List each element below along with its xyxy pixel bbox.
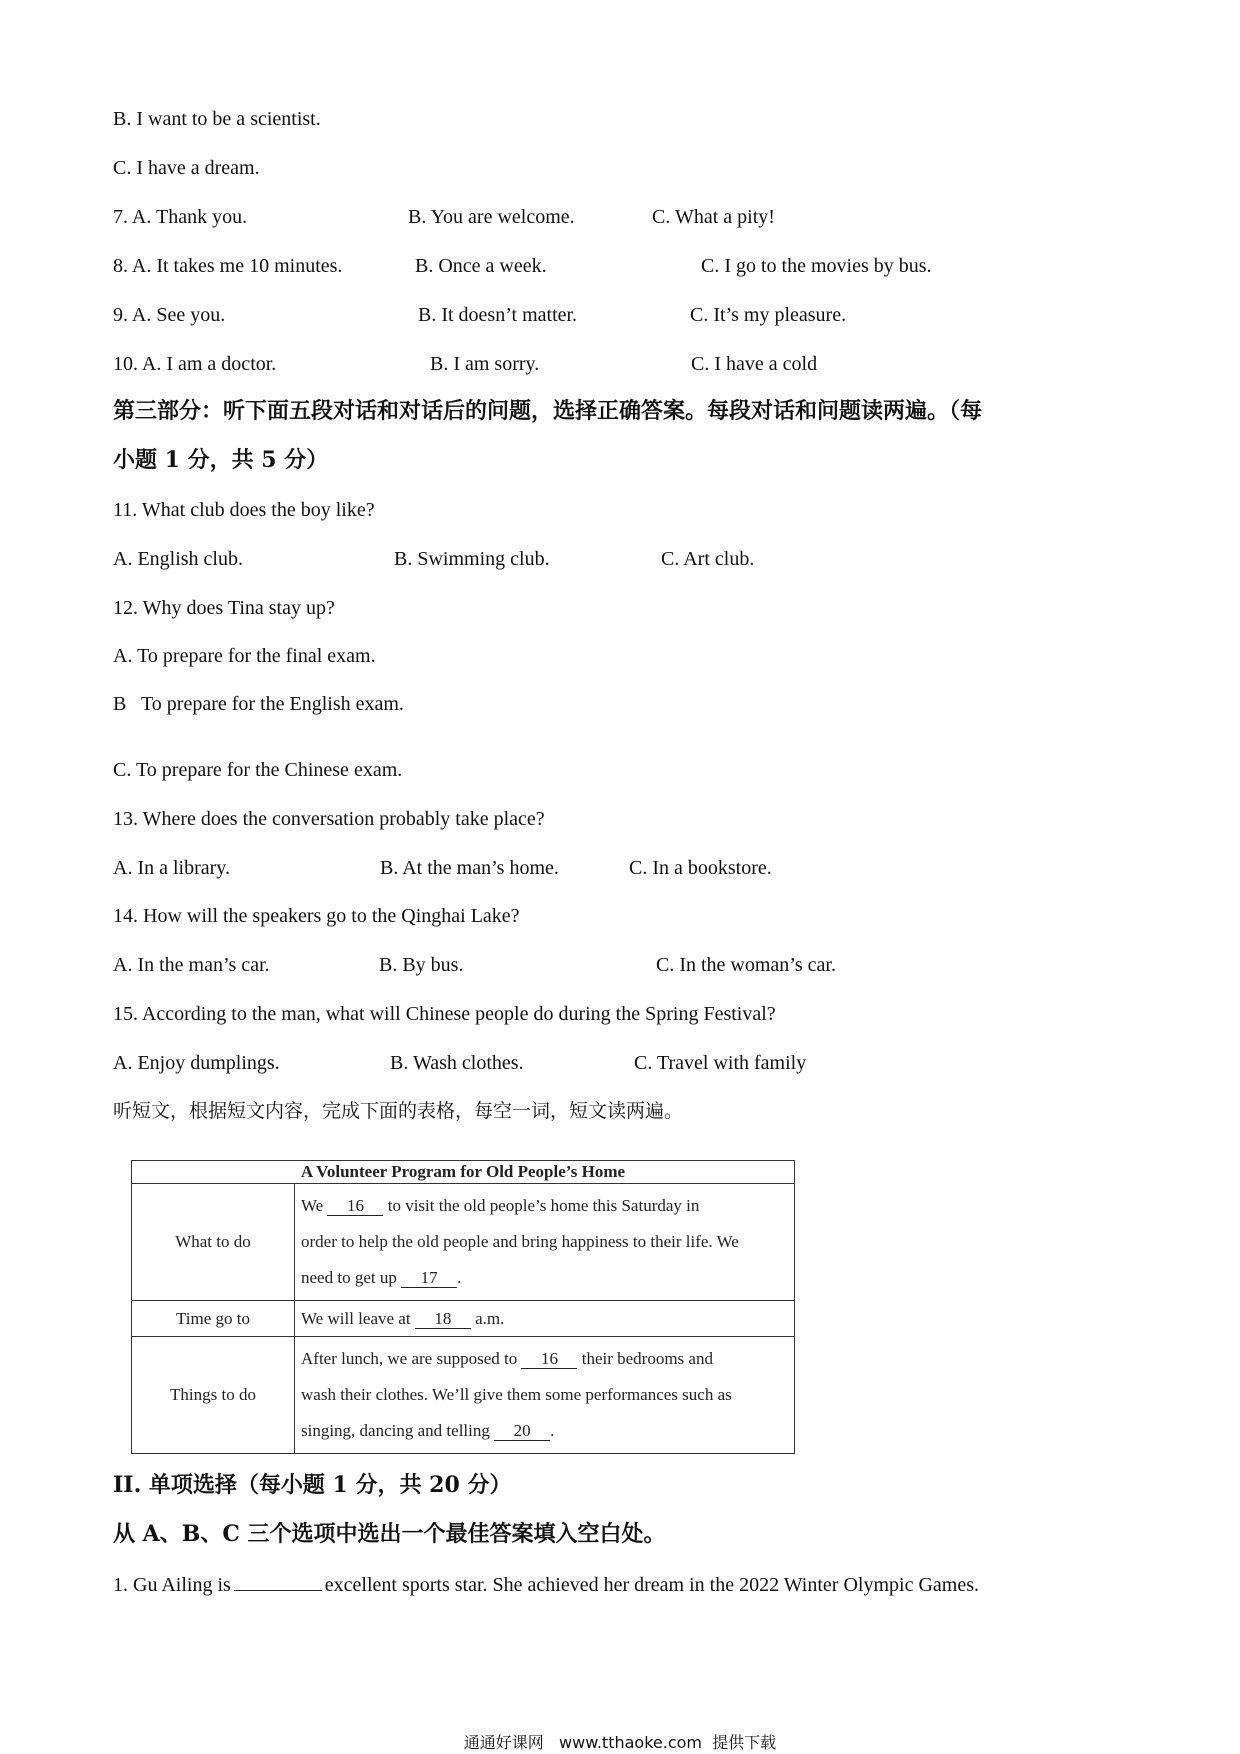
q12-option-a: A. To prepare for the final exam. (113, 645, 376, 667)
page-footer: 通通好课网 www.tthaoke.com 提供下载 (463, 1733, 777, 1752)
q13-option-a: A. In a library. (113, 857, 230, 879)
q11-option-b: B. Swimming club. (394, 548, 550, 570)
row-content-what-to-do (295, 1184, 795, 1301)
q8-option-a: 8. A. It takes me 10 minutes. (113, 255, 343, 277)
blank-18: 18 (415, 1310, 471, 1329)
volunteer-program-table (131, 1160, 795, 1454)
q1-text-before-blank: 1. Gu Ailing is (113, 1574, 231, 1596)
q15-option-b: B. Wash clothes. (390, 1052, 524, 1074)
blank-16b: 16 (521, 1350, 577, 1369)
row3-text-2: their bedrooms and (581, 1349, 713, 1368)
section2-heading: II. 单项选择（每小题 1 分，共 20 分） (113, 1472, 512, 1498)
row3-text-3: wash their clothes. We’ll give them some performances such as (301, 1385, 732, 1404)
q15-question: 15. According to the man, what will Chinese people do during the Spring Festival? (113, 1003, 776, 1025)
q7-option-c: C. What a pity! (652, 206, 775, 228)
row-label-things-to-do: Things to do (132, 1337, 295, 1454)
q10-option-a: 10. A. I am a doctor. (113, 353, 277, 375)
q14-option-c: C. In the woman’s car. (656, 954, 836, 976)
q1-text-after-blank: excellent sports star. She achieved her dream in the 2022 Winter Olympic Games. (324, 1574, 979, 1596)
row2-text-1: We will leave at (301, 1308, 411, 1328)
q11-question: 11. What club does the boy like? (113, 499, 375, 521)
q13-option-b: B. At the man’s home. (380, 857, 559, 879)
q12-option-b: B To prepare for the English exam. (113, 693, 404, 715)
part4-instruction: 听短文，根据短文内容，完成下面的表格，每空一词，短文读两遍。 (113, 1100, 684, 1122)
q14-option-b: B. By bus. (379, 954, 464, 976)
q9-option-a: 9. A. See you. (113, 304, 226, 326)
row1-text-5: . (457, 1268, 462, 1287)
row-label-time: Time go to (132, 1301, 295, 1337)
blank-16: 16 (327, 1197, 383, 1216)
row-content-time (295, 1301, 795, 1337)
part3-heading-line1: 第三部分：听下面五段对话和对话后的问题，选择正确答案。每段对话和问题读两遍。（每 (113, 398, 983, 424)
table-title: A Volunteer Program for Old People’s Home (132, 1161, 795, 1184)
row2-text-2: a.m. (475, 1308, 505, 1328)
q15-option-c: C. Travel with family (634, 1052, 807, 1074)
q12-question: 12. Why does Tina stay up? (113, 597, 335, 619)
part3-heading-line2: 小题 1 分，共 5 分） (113, 447, 329, 473)
row3-text-1: After lunch, we are supposed to (301, 1349, 518, 1368)
q8-option-b: B. Once a week. (415, 255, 547, 277)
row3-text-4: singing, dancing and telling (301, 1421, 490, 1440)
section2-instruction: 从 A、B、C 三个选项中选出一个最佳答案填入空白处。 (113, 1521, 666, 1547)
q13-option-c: C. In a bookstore. (629, 857, 772, 879)
q12-option-c: C. To prepare for the Chinese exam. (113, 759, 403, 781)
q7-option-a: 7. A. Thank you. (113, 206, 248, 228)
option-c-line: C. I have a dream. (113, 157, 260, 179)
q10-option-b: B. I am sorry. (430, 353, 540, 375)
q13-question: 13. Where does the conversation probably take place? (113, 808, 545, 830)
q9-option-b: B. It doesn’t matter. (418, 304, 578, 326)
q7-option-b: B. You are welcome. (408, 206, 575, 228)
row1-text-4: need to get up (301, 1268, 397, 1287)
row1-text-3: order to help the old people and bring happiness to their life. We (301, 1232, 739, 1251)
row3-text-5: . (550, 1421, 555, 1440)
q9-option-c: C. It’s my pleasure. (690, 304, 847, 326)
q11-option-c: C. Art club. (661, 548, 755, 570)
row1-text-2: to visit the old people’s home this Saturday in (387, 1196, 700, 1215)
option-b-line: B. I want to be a scientist. (113, 108, 321, 130)
q8-option-c: C. I go to the movies by bus. (701, 255, 932, 277)
q14-question: 14. How will the speakers go to the Qinghai Lake? (113, 905, 520, 927)
blank-20: 20 (494, 1422, 550, 1441)
q1-answer-blank (234, 1572, 322, 1591)
q11-option-a: A. English club. (113, 548, 243, 570)
q10-option-c: C. I have a cold (691, 353, 818, 375)
row-content-things-to-do (295, 1337, 795, 1454)
q15-option-a: A. Enjoy dumplings. (113, 1052, 280, 1074)
section2-question-1 (113, 1572, 979, 1597)
blank-17: 17 (401, 1269, 457, 1288)
q14-option-a: A. In the man’s car. (113, 954, 270, 976)
row1-text-1: We (301, 1196, 324, 1215)
row-label-what-to-do: What to do (132, 1184, 295, 1301)
